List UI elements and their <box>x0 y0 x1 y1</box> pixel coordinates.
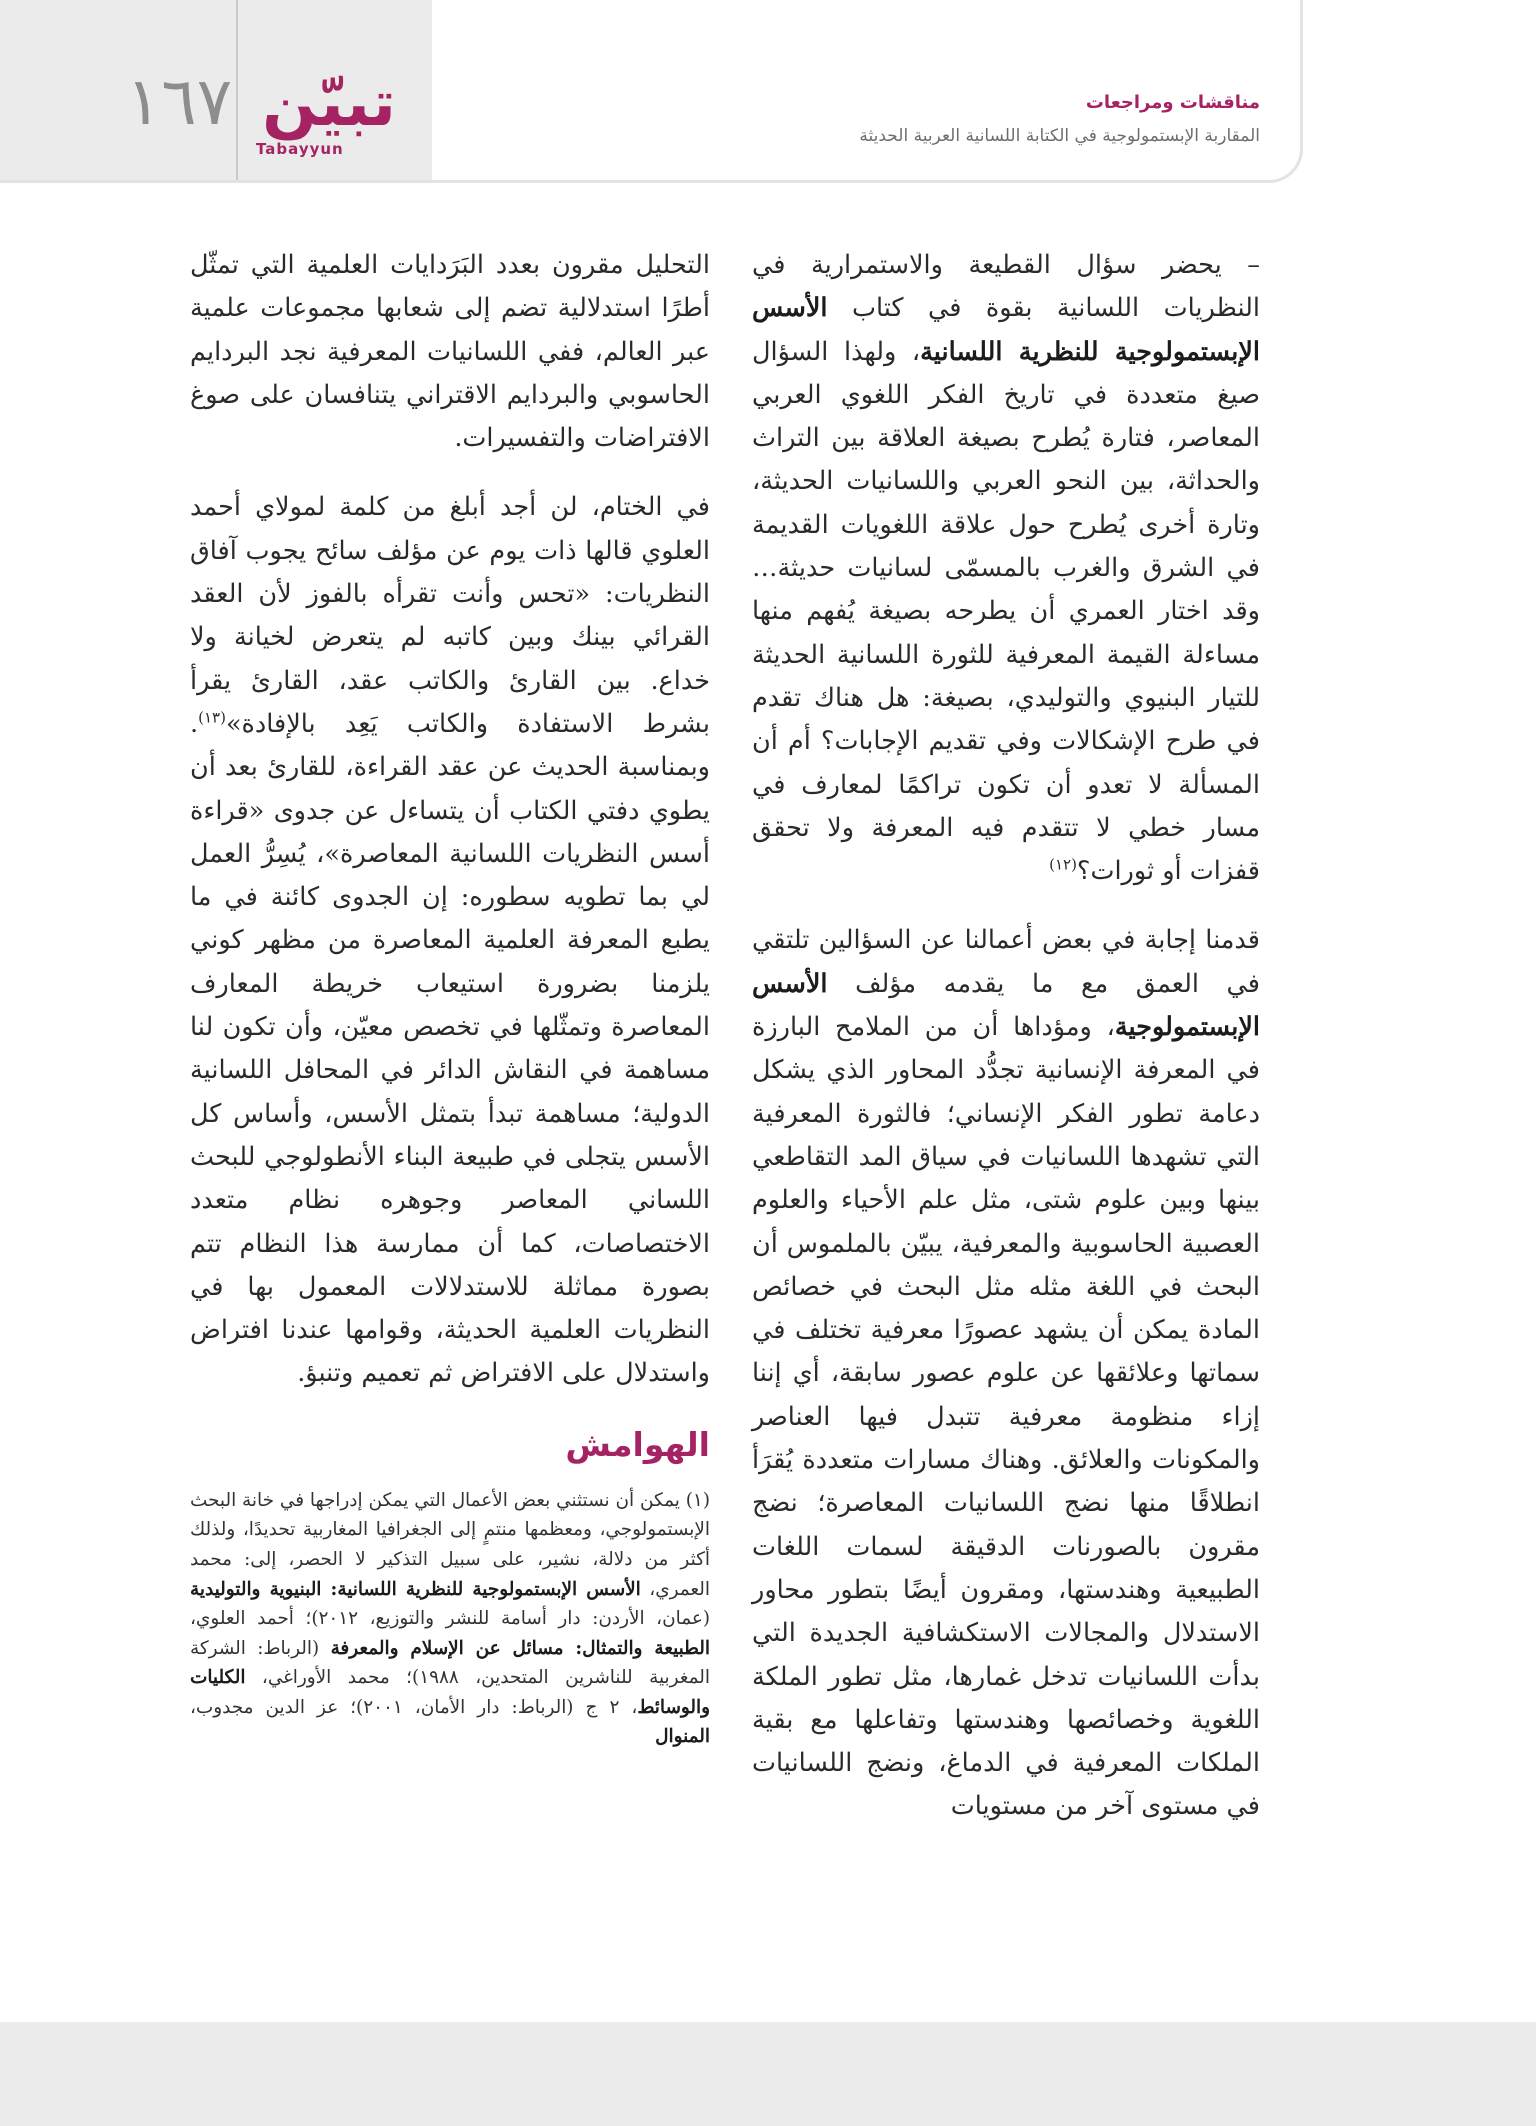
section-title: مناقشات ومراجعات <box>1085 92 1260 113</box>
book-title: الأسس الإبستمولوجية للنظرية اللسانية <box>752 293 1260 367</box>
footnote-ref: (١٢) <box>1049 855 1077 874</box>
page-footer-band <box>0 2022 1536 2126</box>
journal-logo: تبيّن <box>262 67 396 141</box>
notes-heading: الهوامش <box>565 1424 710 1464</box>
paragraph: في الختام، لن أجد أبلغ من كلمة لمولاي أحمد العلوي قالها ذات يوم عن مؤلف سائح يجوب آفاق النظريات: «تحس وأنت تقرأه بالفوز لأن العقد القرائي بينك وبين كاتبه لم يتعرض لخيانة ولا خداع. بين القارئ والكاتب عقد، القارئ يقرأ بشرط الاستفادة والكاتب يَعِد بالإفادة»$^{(١٣)}$. وبمناسبة الحديث عن عقد القراءة، للقارئ بعد أن يطوي دفتي الكتاب أن يتساءل عن جدوى «قراءة أسس النظريات اللسانية المعاصرة»، يُسِرُّ العمل لي بما تطويه سطوره: إن الجدوى كائنة في ما يطبع المعرفة العلمية المعاصرة من مظهر كوني يلزمنا بضرورة استيعاب خريطة المعارف المعاصرة وتمثّلها في تخصص معيّن، وأن تكون لنا مساهمة في النقاش الدائر في المحافل اللسانية الدولية؛ مساهمة تبدأ بتمثل الأسس، وأساس كل الأسس يتجلى في طبيعة البناء الأنطولوجي للبحث اللساني المعاصر وجوهره نظام متعدد الاختصاصات، كما أن ممارسة هذا النظام تتم بصورة مماثلة للاستدلالات المعمول بها في النظريات العلمية الحديثة، وقوامها عندنا افتراض واستدلال على الافتراض ثم تعميم وتنبؤ. <box>190 492 710 1389</box>
page-number: ١٦٧ <box>125 63 233 140</box>
right-column <box>752 244 1260 1829</box>
paragraph: التحليل مقرون بعدد البَرَدايات العلمية التي تمثّل أطرًا استدلالية تضم إلى شعابها مجموعات علمية عبر العالم، ففي اللسانيات المعرفية نجد البردايم الحاسوبي والبردايم الاقتراني يتنافسان على صوغ الافتراضات والتفسيرات. <box>190 250 710 454</box>
book-title: الأسس الإبستمولوجية <box>752 968 1260 1043</box>
footnote: (١) يمكن أن نستثني بعض الأعمال التي يمكن إدراجها في خانة البحث الإبستمولوجي، ومعظمها منتمٍ إلى الجغرافيا المغاربية تحديدًا، ولذلك أكثر من دلالة، نشير، على سبيل التذكير لا الحصر، إلى: محمد العمري، الأسس الإبستمولوجية للنظرية اللسانية: البنيوية والتوليدية (عمان، الأردن: دار أسامة للنشر والتوزيع، ٢٠١٢)؛ أحمد العلوي، الطبيعة والتمثال: مسائل عن الإسلام والمعرفة (الرباط: الشركة المغربية للناشرين المتحدين، ١٩٨٨)؛ محمد الأوراغي، الكليات والوسائط، ٢ ج (الرباط: دار الأمان، ٢٠٠١)؛ عز الدين مجدوب، المنوال <box>190 1489 711 1748</box>
logo-divider <box>236 0 238 180</box>
running-article-title: المقاربة الإبستمولوجية في الكتابة اللسانية العربية الحديثة <box>859 126 1260 146</box>
footnote-ref: (١٣) <box>198 708 226 727</box>
paragraph: – يحضر سؤال القطيعة والاستمرارية في النظريات اللسانية بقوة في كتاب الأسس الإبستمولوجية للنظرية اللسانية، ولهذا السؤال صيغ متعددة في تاريخ الفكر اللغوي العربي المعاصر، فتارة يُطرح بصيغة العلاقة بين التراث والحداثة، بين النحو العربي واللسانيات الحديثة، وتارة أخرى يُطرح حول علاقة اللغويات القديمة في الشرق والغرب بالمسمّى لسانيات حديثة… وقد اختار العمري أن يطرحه بصيغة يُفهم منها مساءلة القيمة المعرفية للثورة اللسانية الحديثة للتيار البنيوي والتوليدي، بصيغة: هل هناك تقدم في طرح الإشكالات وفي تقديم الإجابات؟ أم أن المسألة لا تعدو أن تكون تراكمًا لمعارف في مسار خطي لا تتقدم فيه المعرفة ولا تحقق قفزات أو ثورات؟$^{(١٢)}$ <box>752 250 1260 887</box>
paragraph: قدمنا إجابة في بعض أعمالنا عن السؤالين تلتقي في العمق مع ما يقدمه مؤلف الأسس الإبستمولوجية، ومؤداها أن من الملامح البارزة في المعرفة الإنسانية تجدُّد المحاور الذي يشكل دعامة تطور الفكر الإنساني؛ فالثورة المعرفية التي تشهدها اللسانيات في سياق المد التقاطعي بينها وبين علوم شتى، مثل علم الأحياء والعلوم العصبية الحاسوبية والمعرفية، يبيّن بالملموس أن البحث في اللغة مثله مثل البحث في خصائص المادة يمكن أن يشهد عصورًا معرفية تختلف في سماتها وعلائقها عن علوم عصور سابقة، أي إننا إزاء منظومة معرفية تتبدل فيها العناصر والمكونات والعلائق. وهناك مسارات متعددة يُقرَأ انطلاقًا منها نضج اللسانيات المعاصرة؛ نضج مقرون بالصورنات الدقيقة لسمات اللغات الطبيعية وهندستها، ومقرون أيضًا بتطور محاور الاستدلال والمجالات الاستكشافية الجديدة التي بدأت اللسانيات تدخل غمارها، مثل تطور الملكة اللغوية وخصائصها وهندستها وتفاعلها مع بقية الملكات المعرفية في الدماغ، ونضج اللسانيات في مستوى آخر من مستويات <box>752 925 1260 1822</box>
left-column <box>190 244 710 1752</box>
journal-logo-latin: Tabayyun <box>256 140 344 158</box>
